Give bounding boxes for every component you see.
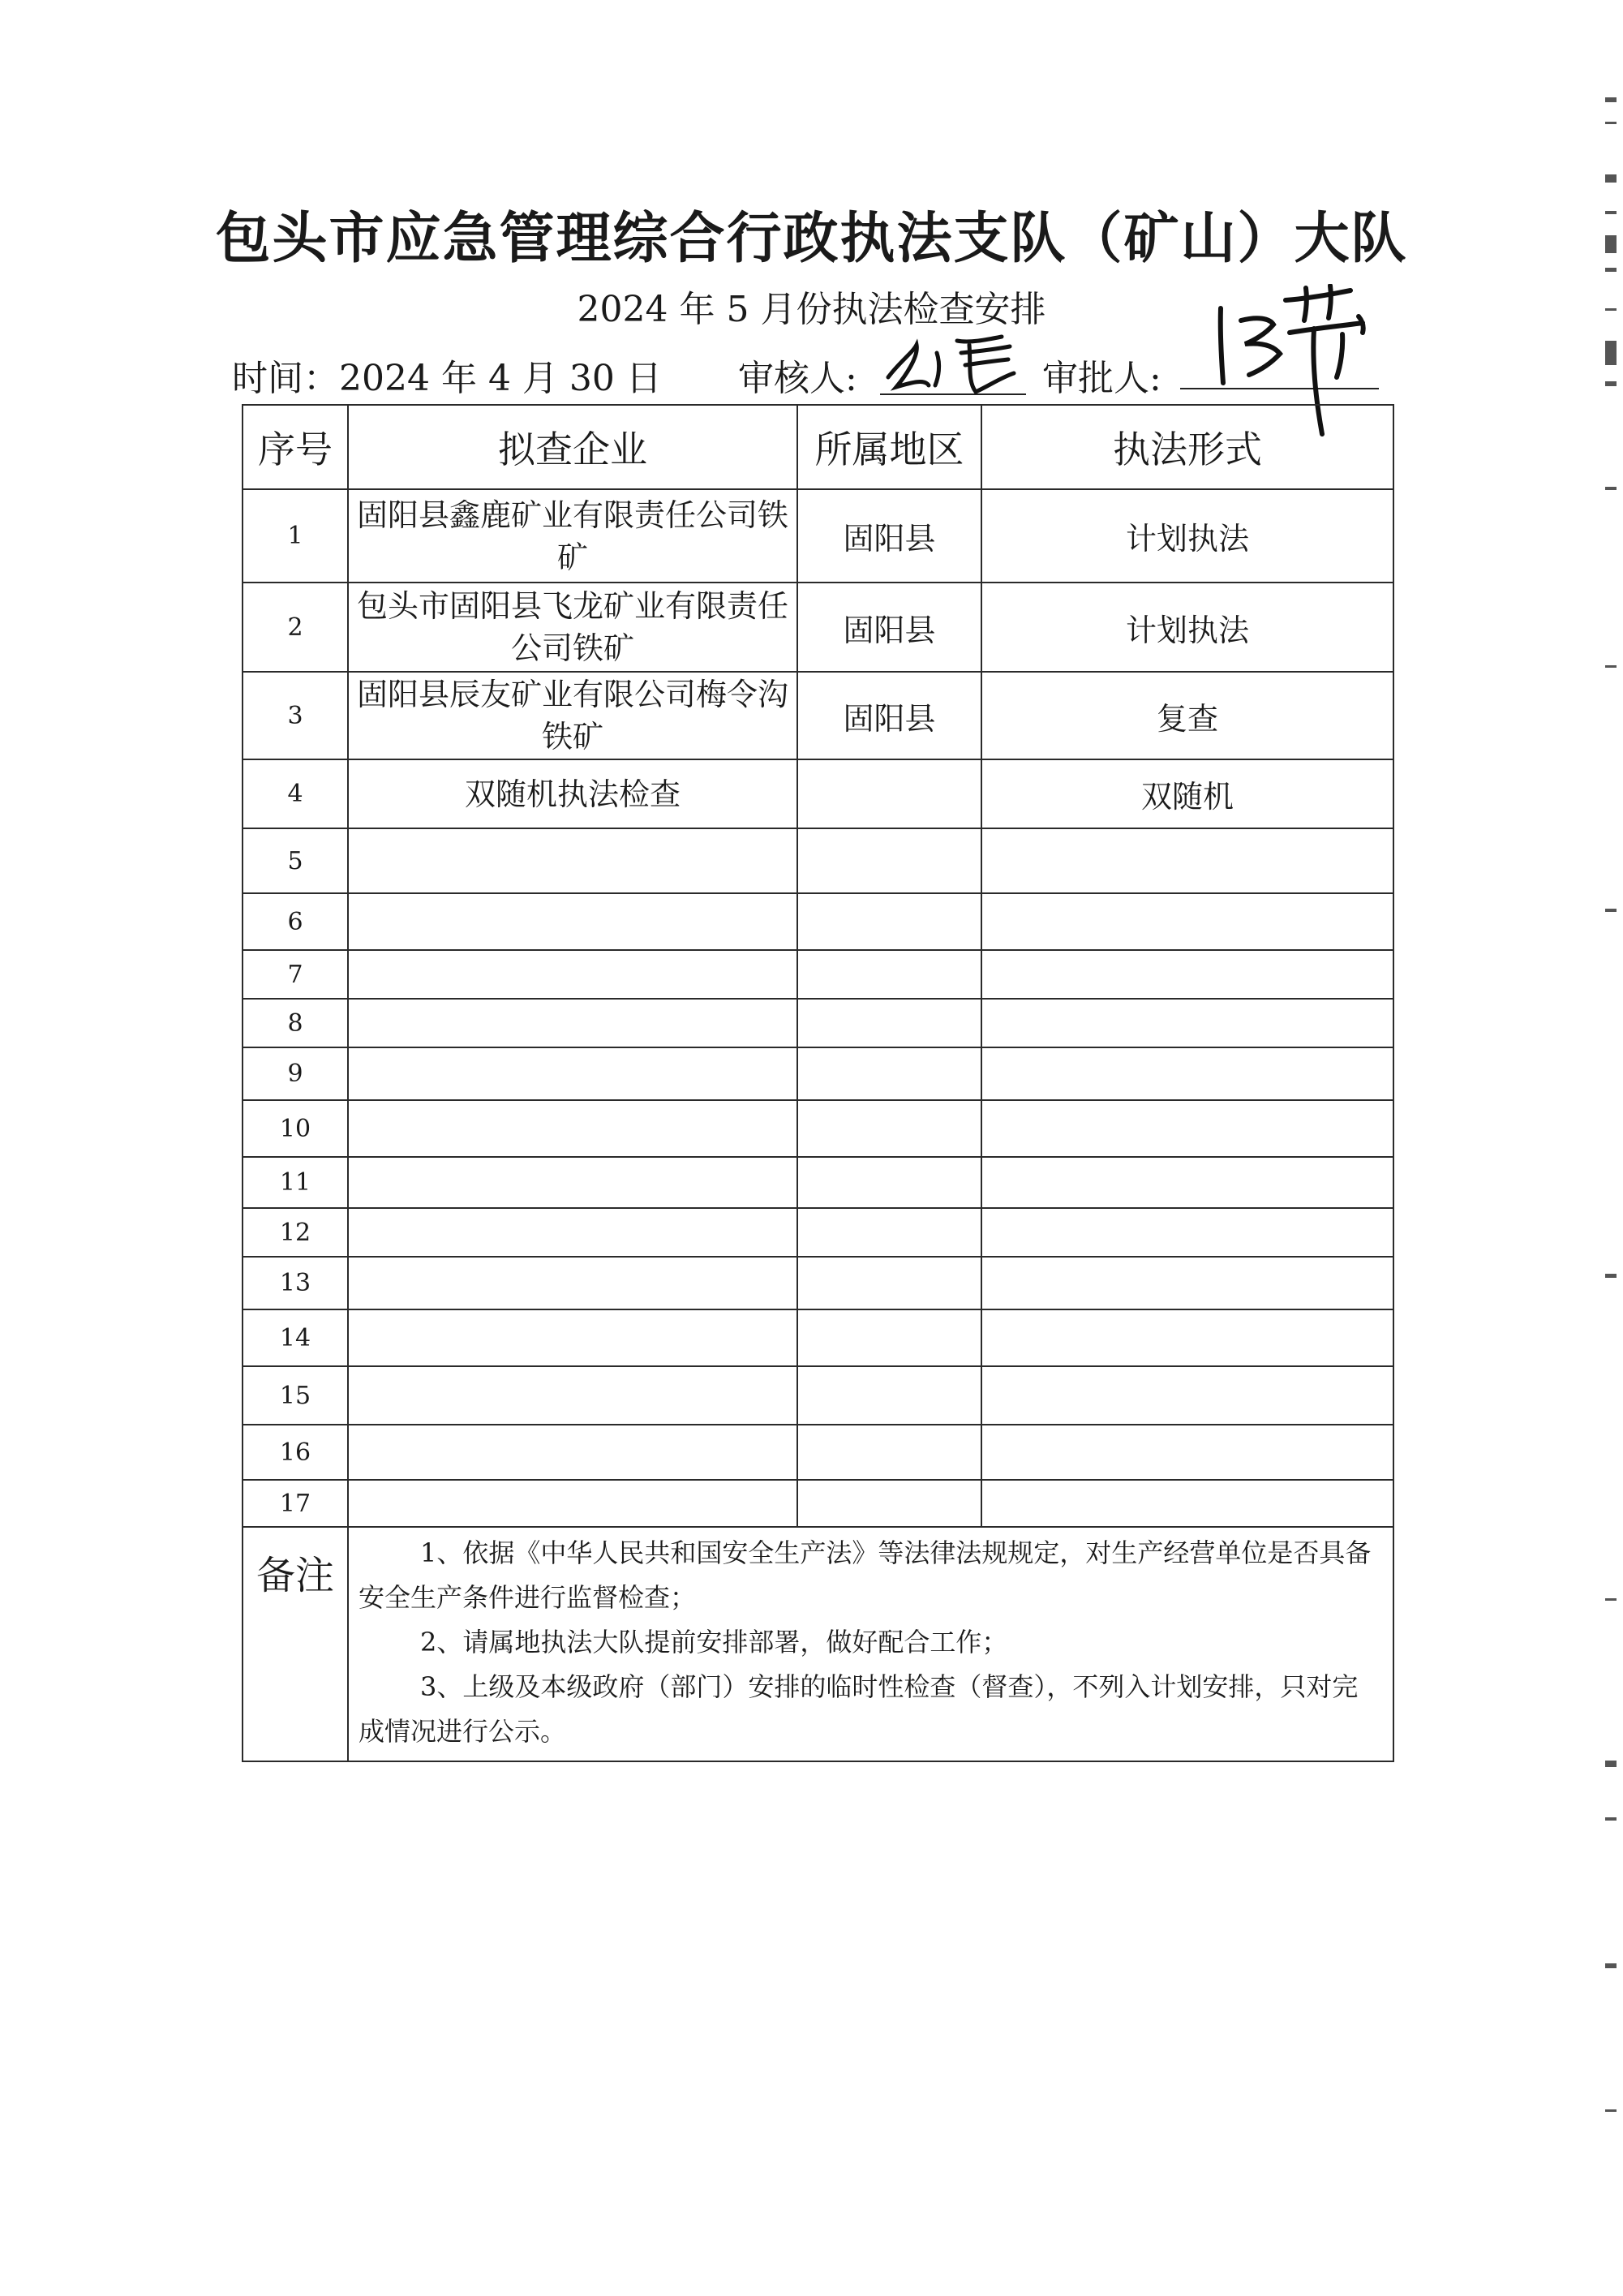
- document-subtitle: 2024 年 5 月份执法检查安排: [577, 289, 1046, 330]
- column-header-form: 执法形式: [981, 405, 1393, 489]
- remark-item: 2、请属地执法大队提前安排部署，做好配合工作；: [420, 1627, 1008, 1658]
- region-cell: [797, 759, 981, 828]
- row-number: 3: [243, 672, 348, 759]
- remarks-row: [243, 1527, 1393, 1761]
- enforcement-form-cell: [981, 1480, 1393, 1527]
- table-row: [243, 583, 1393, 672]
- enforcement-form-cell: 双随机: [981, 759, 1393, 828]
- enterprise-cell: [348, 1257, 797, 1309]
- enterprise-cell: [348, 1366, 797, 1425]
- region-cell: 固阳县: [797, 583, 981, 672]
- region-cell: [797, 999, 981, 1047]
- enforcement-form-cell: [981, 893, 1393, 950]
- region-cell: [797, 1257, 981, 1309]
- enforcement-form-cell: [981, 1425, 1393, 1480]
- enforcement-form-cell: [981, 1157, 1393, 1208]
- row-number: 8: [243, 999, 348, 1047]
- region-cell: [797, 1100, 981, 1157]
- enforcement-form-cell: 计划执法: [981, 489, 1393, 583]
- enterprise-cell: [348, 828, 797, 893]
- enforcement-form-cell: [981, 1047, 1393, 1100]
- approver-label: 审批人:: [1042, 358, 1161, 399]
- region-cell: [797, 1208, 981, 1257]
- enterprise-cell: 固阳县鑫鹿矿业有限责任公司铁矿: [348, 489, 797, 583]
- column-header-number: 序号: [243, 405, 348, 489]
- row-number: 1: [243, 489, 348, 583]
- table-row: [243, 759, 1393, 828]
- table-row: [243, 672, 1393, 759]
- region-cell: [797, 1047, 981, 1100]
- region-cell: [797, 893, 981, 950]
- column-header-enterprise: 拟查企业: [348, 405, 797, 489]
- region-cell: [797, 1366, 981, 1425]
- reviewer-label: 审核人:: [738, 358, 857, 399]
- scan-edge-marks: [1605, 97, 1617, 2191]
- enforcement-form-cell: [981, 1257, 1393, 1309]
- table-row: [243, 1157, 1393, 1208]
- enterprise-cell: [348, 1100, 797, 1157]
- table-row: [243, 828, 1393, 893]
- table-row: [243, 1309, 1393, 1366]
- remarks-content: [348, 1527, 1393, 1761]
- enterprise-cell: [348, 999, 797, 1047]
- row-number: 15: [243, 1366, 348, 1425]
- enforcement-form-cell: [981, 1100, 1393, 1157]
- document-title: 包头市应急管理综合行政执法支队（矿山）大队: [215, 207, 1408, 271]
- region-cell: [797, 828, 981, 893]
- enterprise-cell: [348, 950, 797, 999]
- enforcement-form-cell: [981, 1309, 1393, 1366]
- enterprise-cell: [348, 1047, 797, 1100]
- region-cell: 固阳县: [797, 672, 981, 759]
- row-number: 12: [243, 1208, 348, 1257]
- reviewer-signature: [880, 329, 1026, 398]
- enforcement-form-cell: [981, 1208, 1393, 1257]
- enterprise-cell: 包头市固阳县飞龙矿业有限责任公司铁矿: [348, 583, 797, 672]
- row-number: 14: [243, 1309, 348, 1366]
- table-row: [243, 1425, 1393, 1480]
- enterprise-cell: [348, 893, 797, 950]
- enterprise-cell: [348, 1425, 797, 1480]
- table-row: [243, 489, 1393, 583]
- enforcement-form-cell: 计划执法: [981, 583, 1393, 672]
- row-number: 10: [243, 1100, 348, 1157]
- table-row: [243, 1257, 1393, 1309]
- row-number: 16: [243, 1425, 348, 1480]
- enterprise-cell: [348, 1480, 797, 1527]
- enforcement-form-cell: [981, 950, 1393, 999]
- table-row: [243, 950, 1393, 999]
- table-header-row: [243, 405, 1393, 489]
- row-number: 9: [243, 1047, 348, 1100]
- table-row: [243, 1047, 1393, 1100]
- enforcement-form-cell: [981, 828, 1393, 893]
- enforcement-form-cell: [981, 999, 1393, 1047]
- remarks-label: 备注: [243, 1527, 348, 1761]
- row-number: 4: [243, 759, 348, 828]
- table-row: [243, 999, 1393, 1047]
- region-cell: [797, 1425, 981, 1480]
- region-cell: 固阳县: [797, 489, 981, 583]
- column-header-region: 所属地区: [797, 405, 981, 489]
- table-row: [243, 893, 1393, 950]
- row-number: 7: [243, 950, 348, 999]
- enterprise-cell: 双随机执法检查: [348, 759, 797, 828]
- remark-item: 1、依据《中华人民共和国安全生产法》等法律法规规定，对生产经营单位是否具备安全生产条件进行监督检查；: [359, 1537, 1372, 1613]
- enforcement-form-cell: [981, 1366, 1393, 1425]
- enterprise-cell: [348, 1309, 797, 1366]
- enterprise-cell: [348, 1157, 797, 1208]
- region-cell: [797, 1480, 981, 1527]
- table-row: [243, 1208, 1393, 1257]
- table-row: [243, 1366, 1393, 1425]
- region-cell: [797, 1309, 981, 1366]
- remark-item: 3、上级及本级政府（部门）安排的临时性检查（督查），不列入计划安排，只对完成情况进行公示。: [359, 1671, 1359, 1747]
- row-number: 2: [243, 583, 348, 672]
- enterprise-cell: [348, 1208, 797, 1257]
- enforcement-form-cell: 复查: [981, 672, 1393, 759]
- region-cell: [797, 950, 981, 999]
- inspection-table: [242, 404, 1394, 1762]
- row-number: 5: [243, 828, 348, 893]
- region-cell: [797, 1157, 981, 1208]
- row-number: 6: [243, 893, 348, 950]
- row-number: 17: [243, 1480, 348, 1527]
- date-label: 时间：2024 年 4 月 30 日: [232, 358, 662, 399]
- table-row: [243, 1100, 1393, 1157]
- table-row: [243, 1480, 1393, 1527]
- enterprise-cell: 固阳县辰友矿业有限公司梅令沟铁矿: [348, 672, 797, 759]
- row-number: 13: [243, 1257, 348, 1309]
- row-number: 11: [243, 1157, 348, 1208]
